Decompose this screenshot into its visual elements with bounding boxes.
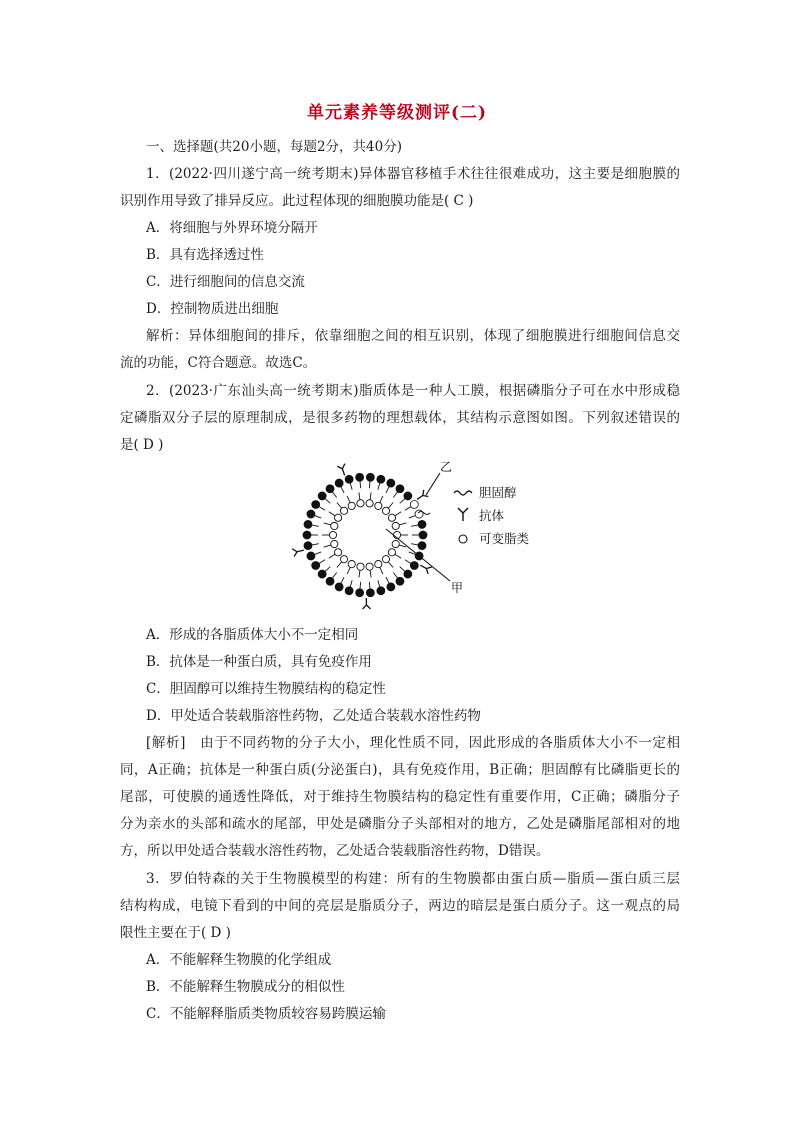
- cholesterol-icon: [454, 491, 472, 495]
- q1-option-c: C．进行细胞间的信息交流: [146, 274, 305, 290]
- q2-analysis-line1: [解析] 由于不同药物的分子大小，理化性质不同，因此形成的各脂质体大小不一定相: [146, 735, 680, 751]
- liposome-bilayer: [292, 464, 432, 609]
- q2-option-d: D．甲处适合装载脂溶性药物，乙处适合装载水溶性药物: [146, 708, 481, 724]
- legend-antibody: 抗体: [479, 508, 505, 523]
- q2-analysis-line5: 方，所以甲处适合装载水溶性药物，乙处适合装载脂溶性药物，D错误。: [120, 843, 550, 859]
- q1-option-a: A．将细胞与外界环境分隔开: [146, 220, 318, 236]
- q3-stem-line2: 结构构成，电镜下看到的中间的亮层是脂质分子，两边的暗层是蛋白质分子。这一观点的局: [120, 898, 680, 914]
- antibody-icon: [458, 508, 468, 521]
- q3-option-b: B．不能解释生物膜成分的相似性: [146, 979, 345, 995]
- q2-option-a: A．形成的各脂质体大小不一定相同: [146, 627, 359, 643]
- q2-stem-line1: 2．(2023·广东汕头高一统考期末)脂质体是一种人工膜，根据磷脂分子可在水中形成稳: [146, 383, 680, 399]
- variable-lipid-icon: [459, 535, 467, 543]
- q1-option-d: D．控制物质进出细胞: [146, 301, 279, 317]
- legend-cholesterol: 胆固醇: [479, 485, 517, 500]
- pointer-yi: [426, 473, 440, 495]
- liposome-diagram: [290, 455, 540, 615]
- q2-analysis-line2: 同，A正确；抗体是一种蛋白质(分泌蛋白)，具有免疫作用，B正确；胆固醇有比磷脂更长的: [120, 762, 680, 778]
- q3-stem-line1: 3．罗伯特森的关于生物膜模型的构建：所有的生物膜都由蛋白质—脂质—蛋白质三层: [146, 871, 680, 887]
- label-yi: 乙: [440, 460, 453, 474]
- q1-analysis-line2: 流的功能，C符合题意。故选C。: [120, 355, 317, 371]
- q3-option-c: C．不能解释脂质类物质较容易跨膜运输: [146, 1006, 386, 1022]
- q1-analysis-line1: 解析：异体细胞间的排斥，依靠细胞之间的相互识别，体现了细胞膜进行细胞间信息交: [146, 328, 680, 344]
- q2-option-c: C．胆固醇可以维持生物膜结构的稳定性: [146, 681, 386, 697]
- section-heading: 一、选择题(共20小题，每题2分，共40分): [146, 139, 402, 155]
- q3-stem-line3: 限性主要在于( D ): [120, 925, 231, 941]
- q2-analysis-line3: 尾部，可使膜的通透性降低，对于维持生物膜结构的稳定性有重要作用，C正确；磷脂分子: [120, 789, 680, 805]
- label-jia: 甲: [451, 581, 464, 595]
- q3-option-a: A．不能解释生物膜的化学组成: [146, 952, 332, 968]
- q1-stem-line1: 1．(2022·四川遂宁高一统考期末)异体器官移植手术往往很难成功，这主要是细胞膜的: [146, 166, 680, 182]
- page-title: 单元素养等级测评(二): [306, 103, 488, 123]
- q2-stem-line3: 是( D ): [120, 437, 164, 453]
- q1-option-b: B．具有选择透过性: [146, 247, 264, 263]
- q2-option-b: B．抗体是一种蛋白质，具有免疫作用: [146, 654, 372, 670]
- q2-analysis-line4: 分为亲水的头部和疏水的尾部，甲处是磷脂分子头部相对的地方，乙处是磷脂尾部相对的地: [120, 816, 680, 832]
- q1-stem-line2: 识别作用导致了排异反应。此过程体现的细胞膜功能是( C ): [120, 193, 474, 209]
- q2-stem-line2: 定磷脂双分子层的原理制成，是很多药物的理想载体，其结构示意图如图。下列叙述错误的: [120, 410, 680, 426]
- legend-variable-lipid: 可变脂类: [479, 531, 530, 546]
